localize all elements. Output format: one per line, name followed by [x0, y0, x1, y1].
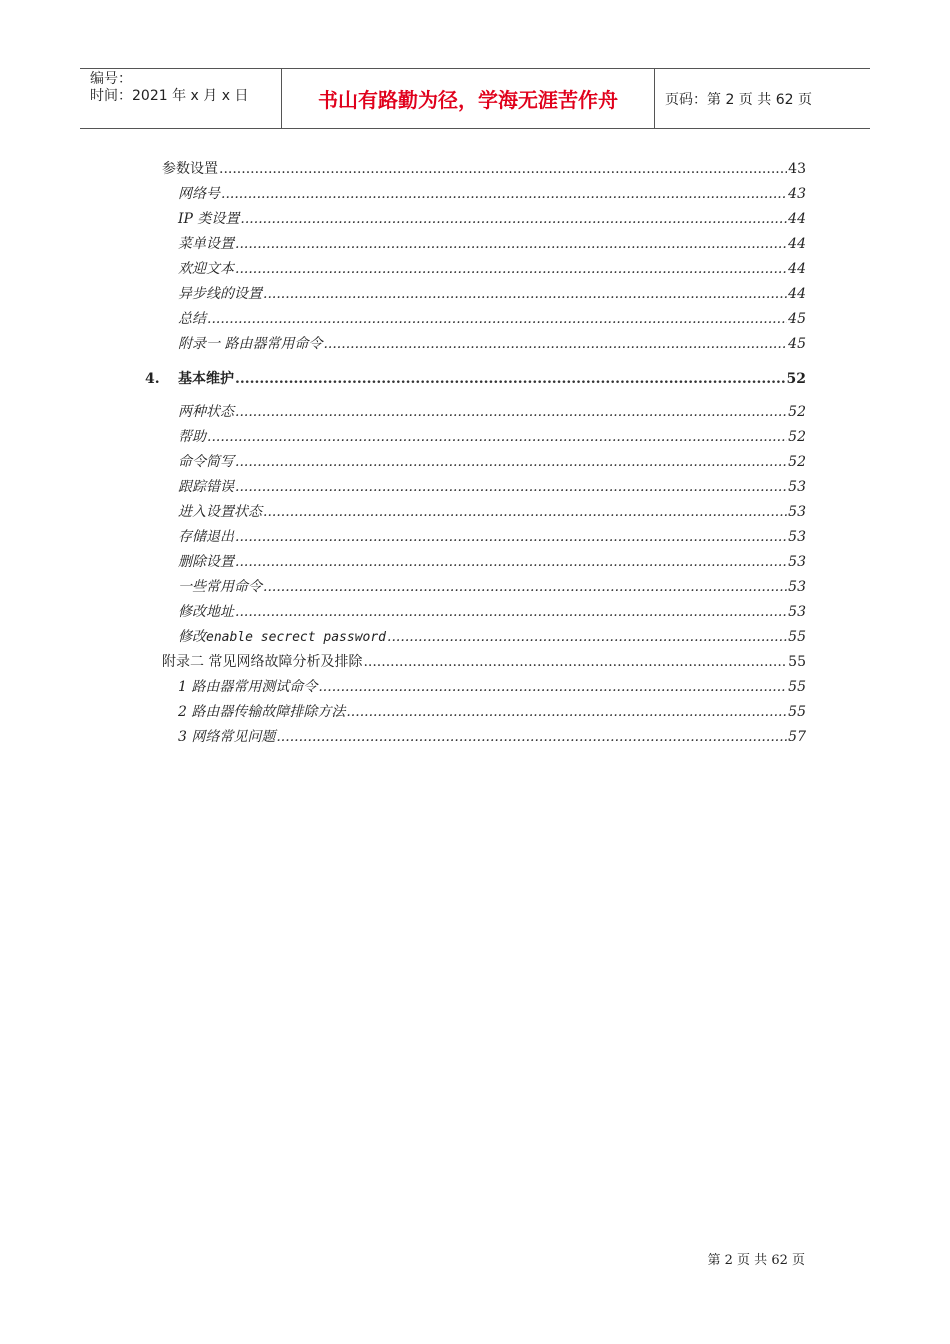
toc-entry[interactable]: [178, 451, 806, 471]
toc-title: 参数设置: [162, 161, 218, 177]
toc-leader: [235, 261, 787, 277]
toc-leader: [219, 161, 787, 177]
toc-title: 网络号: [178, 186, 220, 202]
header-motto: 书山有路勤为径，学海无涯苦作舟: [282, 69, 655, 128]
toc-page: 53: [788, 529, 806, 545]
toc-page: 44: [788, 286, 806, 302]
toc-leader: [318, 679, 787, 695]
toc-leader: [240, 211, 787, 227]
toc-title: 附录一 路由器常用命令: [178, 336, 323, 352]
toc-entry[interactable]: [178, 601, 806, 621]
toc-leader: [235, 554, 787, 570]
toc-page: 52: [786, 371, 806, 387]
toc-title: 1 路由器常用测试命令: [178, 679, 318, 695]
toc-entry[interactable]: [178, 183, 806, 203]
toc-title: IP 类设置: [178, 211, 240, 227]
toc-leader: [235, 236, 787, 252]
toc-leader: [387, 629, 787, 645]
toc-entry[interactable]: [178, 501, 806, 521]
toc-page: 52: [788, 429, 806, 445]
header-meta: [80, 69, 282, 128]
toc-page: 53: [788, 604, 806, 620]
toc-entry[interactable]: [178, 426, 806, 446]
toc-title: 删除设置: [178, 554, 234, 570]
toc-page: 44: [788, 261, 806, 277]
toc-leader: [323, 336, 787, 352]
toc-entry[interactable]: [178, 551, 806, 571]
toc-title: 2 路由器传输故障排除方法: [178, 704, 346, 720]
toc-page: 57: [788, 729, 806, 745]
toc-leader: [235, 404, 787, 420]
toc-title-code: enable secrect password: [206, 630, 387, 645]
toc-title: 存储退出: [178, 529, 234, 545]
toc-entry[interactable]: [178, 626, 806, 646]
number-label: 编号：: [90, 71, 132, 87]
chapter-number: 4.: [145, 371, 160, 387]
page-footer: 第 2 页 共 62 页: [707, 1253, 805, 1268]
toc-entry[interactable]: [178, 526, 806, 546]
toc-entry[interactable]: [178, 726, 806, 746]
toc-leader: [235, 371, 786, 387]
toc-entry[interactable]: [178, 233, 806, 253]
toc-entry[interactable]: [178, 476, 806, 496]
toc-page: 44: [788, 211, 806, 227]
toc-entry[interactable]: [178, 676, 806, 696]
toc-title: 基本维护: [178, 371, 234, 387]
toc-title: 欢迎文本: [178, 261, 234, 277]
toc-title: 命令简写: [178, 454, 234, 470]
toc-title: 跟踪错误: [178, 479, 234, 495]
toc-title: 帮助: [178, 429, 206, 445]
toc-entry[interactable]: [178, 283, 806, 303]
toc-entry[interactable]: [178, 701, 806, 721]
toc-entry[interactable]: [162, 158, 806, 178]
toc-page: 44: [788, 236, 806, 252]
page-header: [80, 68, 870, 129]
toc-entry[interactable]: [178, 258, 806, 278]
toc-page: 53: [788, 479, 806, 495]
toc-title: 一些常用命令: [178, 579, 262, 595]
toc-entry[interactable]: [178, 576, 806, 596]
toc-title: 总结: [178, 311, 206, 327]
toc-title: 3 网络常见问题: [178, 729, 276, 745]
toc-title: 异步线的设置: [178, 286, 262, 302]
toc-page: 45: [788, 311, 806, 327]
toc-title: 进入设置状态: [178, 504, 262, 520]
toc-entry[interactable]: [178, 308, 806, 328]
toc-leader: [276, 729, 787, 745]
toc-leader: [346, 704, 787, 720]
time-label: 时间：2021 年 x 月 x 日: [90, 88, 249, 104]
toc-page: 43: [788, 161, 806, 177]
toc-title: 两种状态: [178, 404, 234, 420]
toc-page: 55: [788, 629, 806, 645]
toc-leader: [235, 479, 787, 495]
toc-page: 53: [788, 579, 806, 595]
toc-page: 55: [788, 679, 806, 695]
toc-page: 43: [788, 186, 806, 202]
toc-title: 修改地址: [178, 604, 234, 620]
toc-entry[interactable]: [162, 651, 806, 671]
toc-entry[interactable]: [178, 333, 806, 353]
toc-leader: [363, 654, 787, 670]
toc-title: 附录二 常见网络故障分析及排除: [162, 654, 363, 670]
toc-leader: [235, 529, 787, 545]
toc-leader: [207, 311, 787, 327]
toc-title-prefix: 修改: [178, 629, 206, 645]
toc-leader: [235, 454, 787, 470]
toc-entry[interactable]: [178, 208, 806, 228]
toc-leader: [263, 286, 787, 302]
toc-leader: [263, 504, 787, 520]
toc-page: 55: [788, 654, 806, 670]
toc-page: 53: [788, 554, 806, 570]
toc-chapter-entry[interactable]: [145, 368, 806, 388]
toc-page: 45: [788, 336, 806, 352]
toc-entry[interactable]: [178, 401, 806, 421]
toc-page: 52: [788, 404, 806, 420]
toc-title: 菜单设置: [178, 236, 234, 252]
toc-page: 52: [788, 454, 806, 470]
toc-leader: [235, 604, 787, 620]
header-page-info: 页码：第 2 页 共 62 页: [665, 91, 812, 108]
toc-page: 55: [788, 704, 806, 720]
toc-leader: [263, 579, 787, 595]
toc-leader: [221, 186, 787, 202]
toc-leader: [207, 429, 787, 445]
toc-page: 53: [788, 504, 806, 520]
